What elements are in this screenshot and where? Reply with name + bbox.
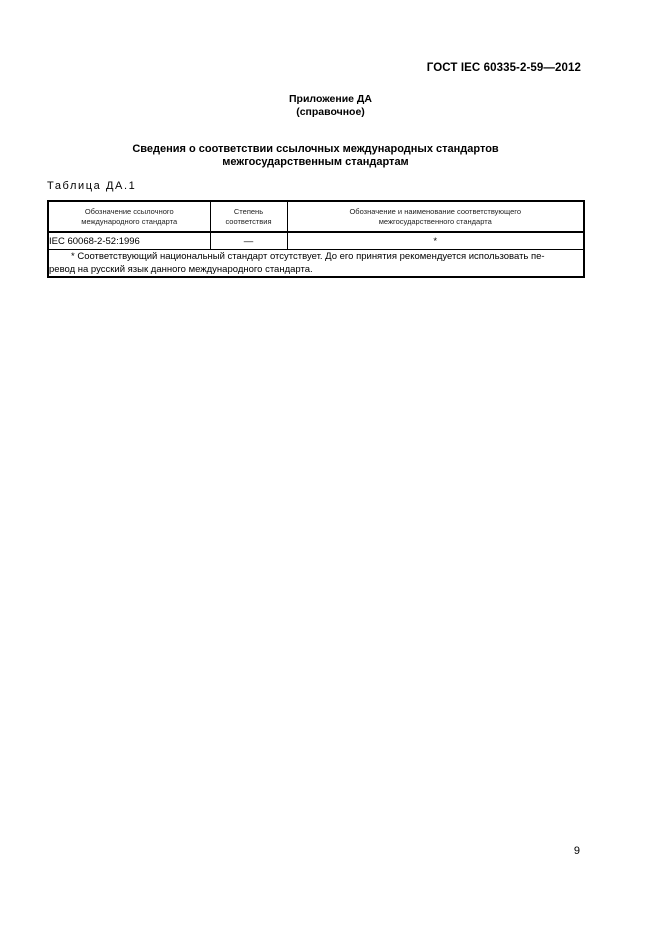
section-title-line-1: Сведения о соответствии ссылочных международных стандартов bbox=[132, 143, 499, 155]
annex-status: (справочное) bbox=[296, 106, 365, 118]
column-header-line: соответствия bbox=[225, 216, 272, 226]
column-header-line: Обозначение ссылочного bbox=[84, 206, 174, 216]
footnote-line-2: ревод на русский язык данного международного стандарта. bbox=[49, 264, 313, 275]
column-header-line: международного стандарта bbox=[81, 216, 178, 226]
document-code: ГОСТ IEC 60335-2-59—2012 bbox=[426, 62, 581, 74]
annex-title: Приложение ДА bbox=[289, 93, 372, 105]
section-title bbox=[0, 143, 631, 169]
footnote-line-1: * Соответствующий национальный стандарт отсутствует. До его принятия рекомендуется использовать пе- bbox=[71, 251, 545, 262]
cell-international-standard: IEC 60068-2-52:1996 bbox=[48, 232, 210, 250]
cell-interstate-standard: * bbox=[287, 232, 584, 250]
column-header-line: Степень bbox=[233, 206, 264, 216]
table-footnote bbox=[48, 250, 584, 278]
page-number: 9 bbox=[573, 845, 580, 857]
table-row bbox=[48, 232, 584, 250]
table-header-row bbox=[48, 201, 584, 232]
column-header-line: межгосударственного стандарта bbox=[378, 216, 492, 226]
column-header-degree bbox=[210, 201, 287, 232]
column-header-interstate-standard bbox=[287, 201, 584, 232]
column-header-line: Обозначение и наименование соответствующего bbox=[349, 206, 522, 216]
annex-heading bbox=[0, 93, 661, 119]
cell-degree: — bbox=[210, 232, 287, 250]
table-note-row bbox=[48, 250, 584, 278]
section-title-line-2: межгосударственным стандартам bbox=[222, 156, 409, 168]
reference-standards-table bbox=[47, 200, 585, 278]
table-caption: Таблица ДА.1 bbox=[47, 180, 137, 192]
column-header-international-standard bbox=[48, 201, 210, 232]
